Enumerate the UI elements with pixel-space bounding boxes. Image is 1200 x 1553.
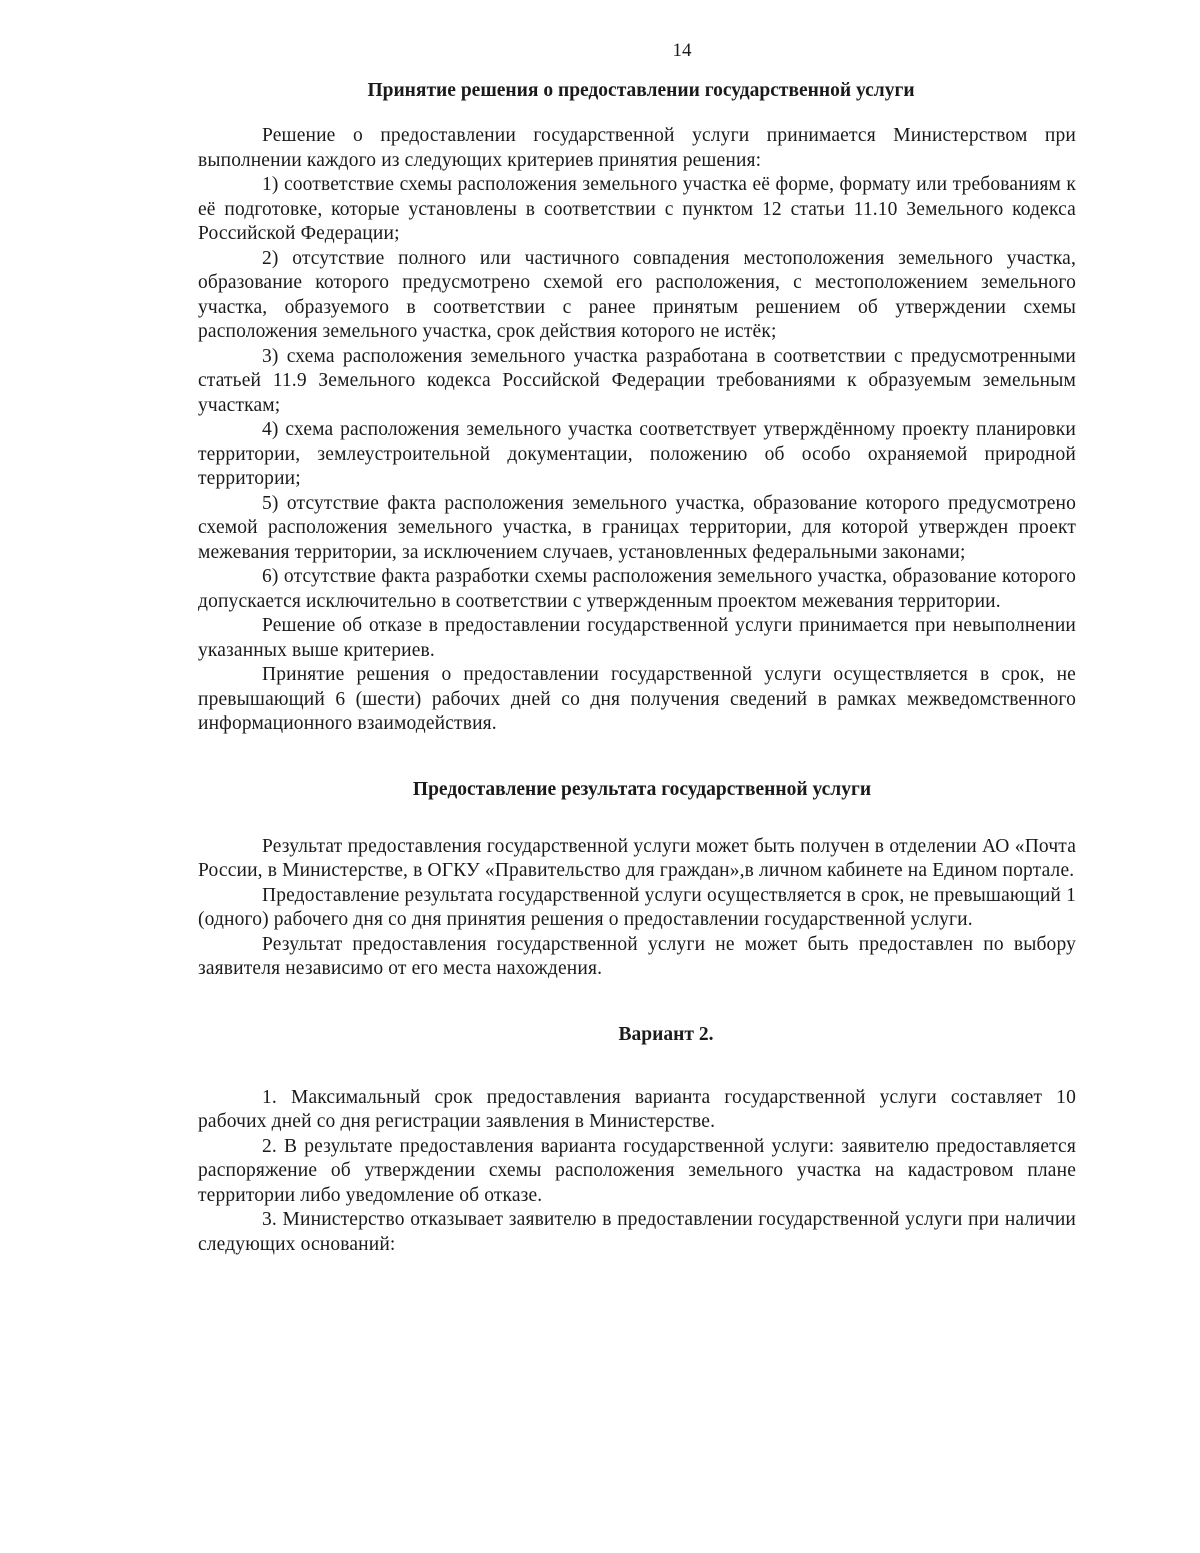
paragraph: Принятие решения о предоставлении государственной услуги осуществляется в срок, не превышающий 6 (шести) рабочих дней со дня получения сведений в рамках межведомственного информационного взаимодействия. <box>198 664 1076 734</box>
numbered-item: 2. В результате предоставления варианта государственной услуги: заявителю предоставляется распоряжение об утверждении схемы расположения земельного участка на кадастровом плане территории либо уведомление об отказе. <box>198 1135 1076 1206</box>
criterion-item: 3) схема расположения земельного участка разработана в соответствии с предусмотренными статьей 11.9 Земельного кодекса Российской Федерации требованиями к образуемым земельным участкам; <box>198 345 1076 416</box>
document-page <box>198 40 1076 1257</box>
section-heading: Предоставление результата государственной услуги <box>412 778 872 800</box>
section-heading: Вариант 2. <box>618 1023 714 1045</box>
numbered-item: 1. Максимальный срок предоставления варианта государственной услуги составляет 10 рабочих дней со дня регистрации заявления в Министерстве. <box>198 1086 1076 1132</box>
section-result <box>198 779 1076 982</box>
criterion-item: 1) соответствие схемы расположения земельного участка её форме, формату или требованиям к её подготовке, которые установлены в соответствии с пунктом 12 статьи 11.10 Земельного кодекса Российской Федерации; <box>198 174 1076 244</box>
paragraph: Решение о предоставлении государственной услуги принимается Министерством при выполнении каждого из следующих критериев принятия решения: <box>198 125 1076 171</box>
section-decision <box>198 80 1076 737</box>
paragraph: Результат предоставления государственной услуги не может быть предоставлен по выбору заявителя независимо от его места нахождения. <box>198 933 1076 979</box>
paragraph: Решение об отказе в предоставлении государственной услуги принимается при невыполнении указанных выше критериев. <box>198 615 1076 661</box>
section-variant-2 <box>198 1024 1076 1258</box>
criterion-item: 2) отсутствие полного или частичного совпадения местоположения земельного участка, образование которого предусмотрено схемой его расположения, с местоположением земельного участка, образуемого в соответствии с ранее принятым решением об утверждении схемы расположения земельного участка, срок действия которого не истёк; <box>198 247 1076 342</box>
paragraph: Результат предоставления государственной услуги может быть получен в отделении АО «Почта России, в Министерстве, в ОГКУ «Правительство для граждан»,в личном кабинете на Едином портале. <box>198 835 1076 881</box>
criterion-item: 6) отсутствие факта разработки схемы расположения земельного участка, образование которого допускается исключительно в соответствии с утвержденным проектом межевания территории. <box>198 566 1076 612</box>
paragraph: Предоставление результата государственной услуги осуществляется в срок, не превышающий 1 (одного) рабочего дня со дня принятия решения о предоставлении государственной услуги. <box>198 884 1076 930</box>
criterion-item: 4) схема расположения земельного участка соответствует утверждённому проекту планировки территории, землеустроительной документации, положению об особо охраняемой природной территории; <box>198 419 1076 489</box>
section-heading: Принятие решения о предоставлении государственной услуги <box>367 80 915 101</box>
page-number: 14 <box>672 40 692 61</box>
numbered-item: 3. Министерство отказывает заявителю в предоставлении государственной услуги при наличии следующих оснований: <box>198 1209 1076 1255</box>
criterion-item: 5) отсутствие факта расположения земельного участка, образование которого предусмотрено схемой расположения земельного участка, в границах территории, для которой утвержден проект межевания территории, за исключением случаев, установленных федеральными законами; <box>198 492 1076 563</box>
